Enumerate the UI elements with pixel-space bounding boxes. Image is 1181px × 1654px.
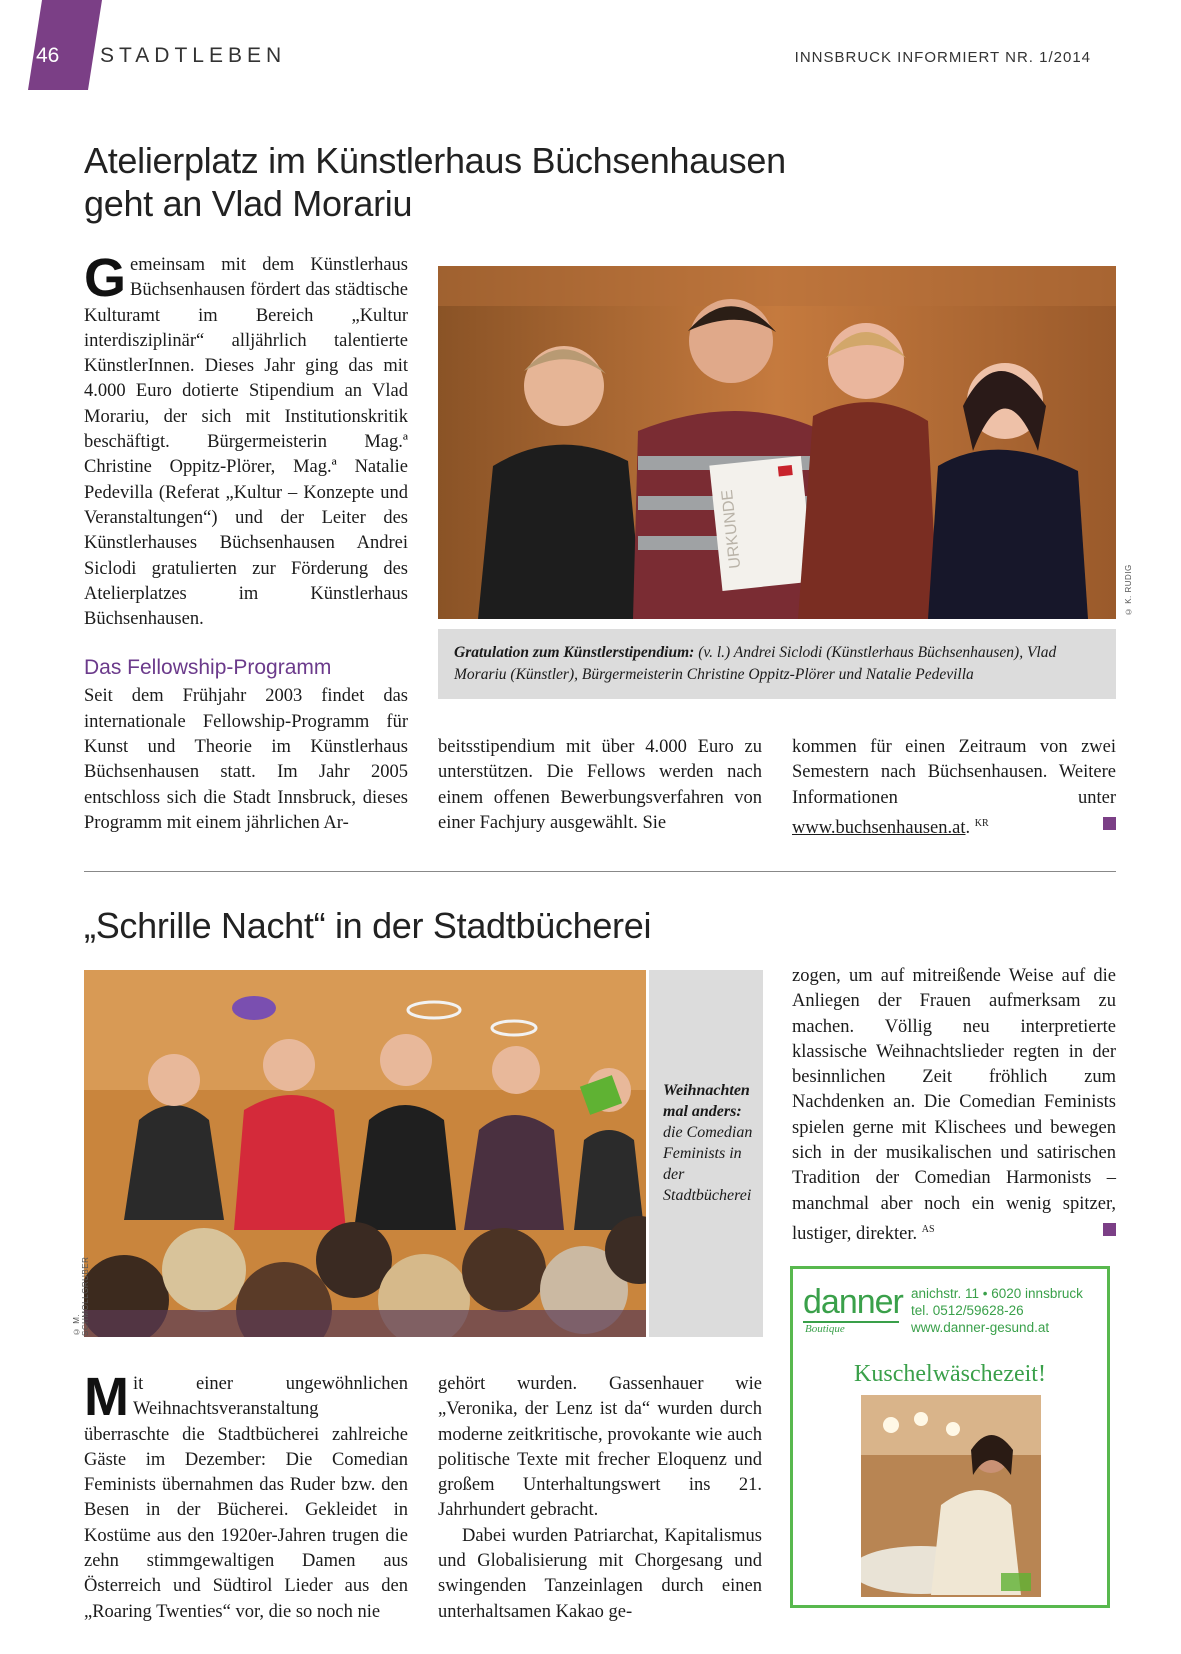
ad-photo — [861, 1395, 1041, 1597]
article1-author: KR — [974, 817, 989, 829]
ad-slogan: Kuschelwäschezeit! — [854, 1361, 1046, 1387]
article1-col2-text: beitsstipendium mit über 4.000 Euro zu unterstützen. Die Fellows werden nach einem offenen Bewerbungsverfahren von einer Fachjury ausgewählt. Sie — [438, 737, 762, 833]
article1-caption — [438, 629, 1116, 699]
article2-col3-text: zogen, um auf mitreißende Weise auf die Anliegen der Frauen aufmerksam zu machen. Völlig neu interpretierte klassische Weihnachtslieder regten in der besinnlichen Zeit fröhlich zum Nachdenken an. Die Comedian Feminists spielen gerne mit Klischees und bewegen sich in der musikalischen und satirischen Tradition der Comedian Harmonists – manchmal aber noch ein wenig spitzer, lustiger, direkter. — [792, 966, 1116, 1245]
page-number: 46 — [36, 44, 60, 67]
article1-column-2 — [438, 735, 762, 836]
article2-photo-credit: © M. SCHMOLLGRUBER — [72, 1256, 90, 1336]
article1-subhead: Das Fellowship-Programm — [84, 656, 332, 680]
article2-author: AS — [921, 1223, 935, 1235]
ad-address: anichstr. 11 • 6020 innsbruck — [911, 1286, 1083, 1301]
article2-column-2 — [438, 1372, 762, 1625]
article1-caption-bold: Gratulation zum Künstlerstipendium: — [454, 644, 695, 661]
article1-intro-paragraph — [84, 248, 408, 632]
article2-caption-bold: Weihnachten mal anders: — [663, 1082, 750, 1120]
certificate-text: URKUNDE — [719, 488, 745, 570]
article1-title-line2: geht an Vlad Morariu — [84, 183, 413, 224]
boutique-label: Boutique — [805, 1323, 845, 1335]
danner-logo: danner — [803, 1283, 903, 1321]
article1-column-1 — [84, 248, 408, 836]
article1-photo — [438, 266, 1116, 619]
article1-col3-text: kommen für einen Zeitraum von zwei Semestern nach Büchsenhausen. Weitere Informationen unter — [792, 737, 1116, 808]
article1-headline — [84, 139, 786, 225]
article1-title-line1: Atelierplatz im Künstlerhaus Büchsenhausen — [84, 140, 786, 181]
section-label: STADTLEBEN — [100, 44, 287, 67]
ad-website: www.danner-gesund.at — [911, 1320, 1050, 1335]
ad-contact-block — [911, 1285, 1083, 1336]
section-divider — [84, 871, 1116, 872]
article-end-mark — [1103, 817, 1116, 830]
article2-col1-paragraph — [84, 1367, 408, 1625]
article2-col2-p1: gehört wurden. Gassenhauer wie „Veronika, der Lenz ist da“ wurden durch moderne zeitkritische, provokante wie auch politische Texte mit frecher Eloquenz und großem Unterhaltungswert ins 21. Jahrhundert gebracht. — [438, 1374, 762, 1521]
article1-dropcap: G — [84, 248, 127, 308]
article2-col1-text: it einer ungewöhnlichen Weihnachtsveranstaltung überraschte die Stadtbücherei zahlreiche Gäste im Dezember: Die Comedian Feminists übernahmen das Ruder bzw. den Besen in der Bücherei. Gekleidet in Kostüme aus den 1920er-Jahren trugen die zehn stimmgewaltigen Damen aus Österreich und Südtirol Lieder aus den „Roaring Twenties“ vor, die so noch nie — [84, 1374, 408, 1622]
article1-caption-text: (v. l.) Andrei Siclodi (Künstlerhaus Büchsenhausen), Vlad Morariu (Künstler), Bürgermeisterin Christine Oppitz-Plörer und Natalie Pedevilla — [454, 644, 1057, 683]
ad-phone: tel. 0512/59628-26 — [911, 1303, 1024, 1318]
buchsenhausen-link[interactable]: www.buchsenhausen.at — [792, 818, 966, 839]
article1-col1-tail: Seit dem Frühjahr 2003 findet das internationale Fellowship-Programm für Kunst und Theorie im Künstlerhaus Büchsenhausen statt. Im Jahr 2005 entschloss sich die Stadt Innsbruck, dieses Programm mit einem jährlichen Ar- — [84, 686, 408, 833]
article-end-mark — [1103, 1223, 1116, 1236]
article2-column-1 — [84, 1367, 408, 1625]
danner-advertisement — [790, 1266, 1110, 1608]
article1-intro-text: emeinsam mit dem Künstlerhaus Büchsenhausen fördert das städtische Kulturamt im Bereich „Kultur interdisziplinär“ alljährlich talentierte KünstlerInnen. Dieses Jahr ging das mit 4.000 Euro dotierte Stipendium an Vlad Morariu, der sich mit Institutionskritik beschäftigt. Bürgermeisterin Mag.ª Christine Oppitz-Plörer, Mag.ª Natalie Pedevilla (Referat „Kultur – Konzepte und Veranstaltungen“) und der Leiter des Künstlerhauses Büchsenhausen Andrei Siclodi gratulierten zur Förderung des Atelierplatzes im Künstlerhaus Büchsenhausen. — [84, 255, 408, 630]
article1-photo-credit: © K. RUDIG — [1124, 564, 1133, 616]
article2-caption — [649, 970, 763, 1337]
article2-caption-text: die Comedian Feminists in der Stadtbücherei — [663, 1124, 753, 1204]
article2-col3-paragraph — [792, 964, 1116, 1247]
article2-dropcap: M — [84, 1367, 129, 1427]
article1-col3-paragraph — [792, 735, 1116, 841]
article2-column-3 — [792, 964, 1116, 1247]
article2-photo — [84, 970, 646, 1337]
article1-column-3 — [792, 735, 1116, 841]
article2-col2-p2: Dabei wurden Patriarchat, Kapitalismus und Globalisierung mit Chorgesang und swingenden Tanzeinlagen durch einen unterhaltsamen Kakao ge- — [438, 1525, 762, 1622]
issue-label: INNSBRUCK INFORMIERT NR. 1/2014 — [794, 49, 1091, 66]
article2-headline: „Schrille Nacht“ in der Stadtbücherei — [84, 905, 652, 946]
article1-link-tail: . — [965, 818, 971, 839]
